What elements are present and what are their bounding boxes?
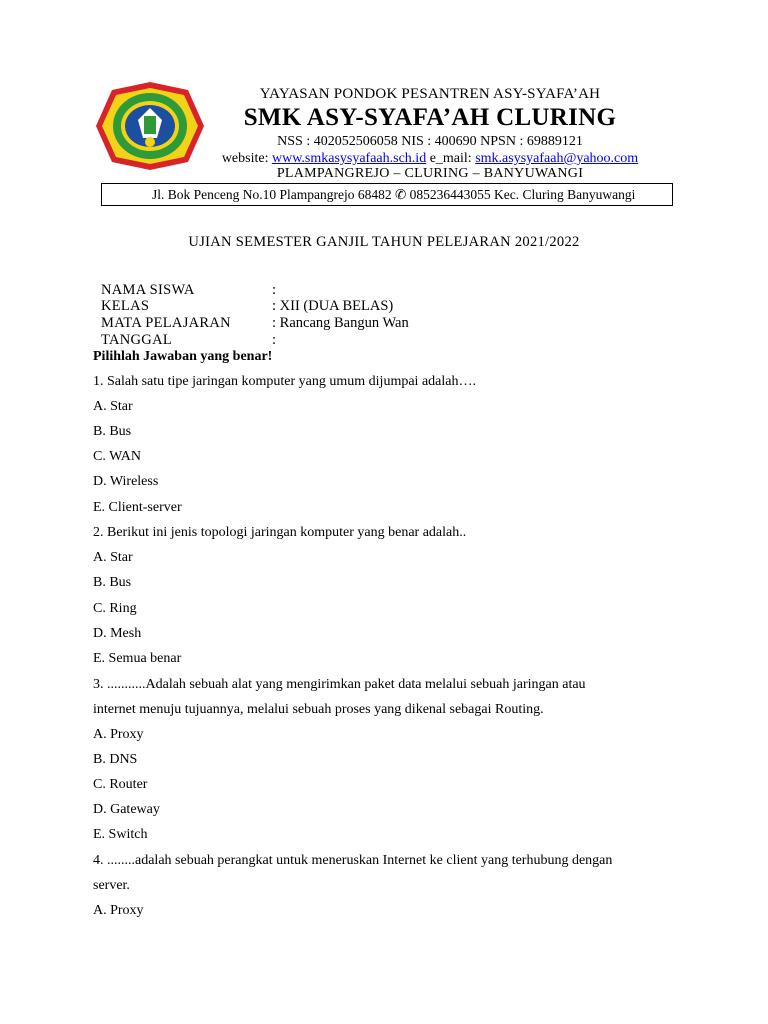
email-link[interactable]: smk.asysyafaah@yahoo.com	[475, 151, 639, 166]
website-link[interactable]: www.smkasysyafaah.sch.id	[271, 151, 427, 166]
answer-option: C. Ring	[93, 601, 137, 616]
answer-option: E. Switch	[93, 827, 148, 842]
question-text: 4. ........adalah sebuah perangkat untuk meneruskan Internet ke client yang terhubung dengan	[93, 853, 613, 868]
info-value: : Rancang Bangun Wan	[272, 315, 409, 331]
instruction: Pilihlah Jawaban yang benar!	[93, 349, 273, 364]
address-box	[101, 183, 673, 206]
question-text: server.	[93, 878, 130, 893]
answer-option: B. Bus	[93, 575, 132, 590]
exam-title: UJIAN SEMESTER GANJIL TAHUN PELEJARAN 2021/2022	[188, 234, 580, 250]
answer-option: D. Wireless	[93, 474, 159, 489]
website-label: website:	[221, 151, 272, 166]
info-value: :	[272, 332, 277, 348]
question-text: 2. Berikut ini jenis topologi jaringan komputer yang benar adalah..	[93, 525, 467, 540]
answer-option: E. Semua benar	[93, 651, 182, 666]
info-label: NAMA SISWA	[101, 282, 195, 298]
info-value: : XII (DUA BELAS)	[272, 298, 394, 314]
answer-option: A. Proxy	[93, 903, 144, 918]
answer-option: A. Star	[93, 550, 133, 565]
info-label: MATA PELAJARAN	[101, 315, 231, 331]
answer-option: C. Router	[93, 777, 148, 792]
answer-option: B. DNS	[93, 752, 138, 767]
info-label: KELAS	[101, 298, 150, 314]
answer-option: C. WAN	[93, 449, 141, 464]
answer-option: A. Star	[93, 399, 133, 414]
answer-option: D. Mesh	[93, 626, 142, 641]
answer-option: D. Gateway	[93, 802, 160, 817]
answer-option: E. Client-server	[93, 500, 182, 515]
school-address: Jl. Bok Penceng No.10 Plampangrejo 68482 ✆ 085236443055 Kec. Cluring Banyuwangi	[152, 187, 636, 202]
answer-option: A. Proxy	[93, 727, 144, 742]
question-text: 3. ...........Adalah sebuah alat yang mengirimkan paket data melalui sebuah jaringan atau	[93, 677, 586, 692]
school-name: SMK ASY-SYAFA’AH CLURING	[243, 104, 617, 131]
contact-line	[0, 151, 768, 167]
answer-option: B. Bus	[93, 424, 132, 439]
foundation-name: YAYASAN PONDOK PESANTREN ASY-SYAFA’AH	[259, 86, 601, 102]
info-label: TANGGAL	[101, 332, 173, 348]
question-text: internet menuju tujuannya, melalui sebuah proses yang dikenal sebagai Routing.	[93, 702, 544, 717]
info-value: :	[272, 282, 277, 298]
school-ids: NSS : 402052506058 NIS : 400690 NPSN : 69889121	[277, 134, 583, 149]
email-label: e_mail:	[426, 151, 476, 166]
school-location: PLAMPANGREJO – CLURING – BANYUWANGI	[276, 166, 584, 181]
question-text: 1. Salah satu tipe jaringan komputer yang umum dijumpai adalah….	[93, 374, 476, 389]
